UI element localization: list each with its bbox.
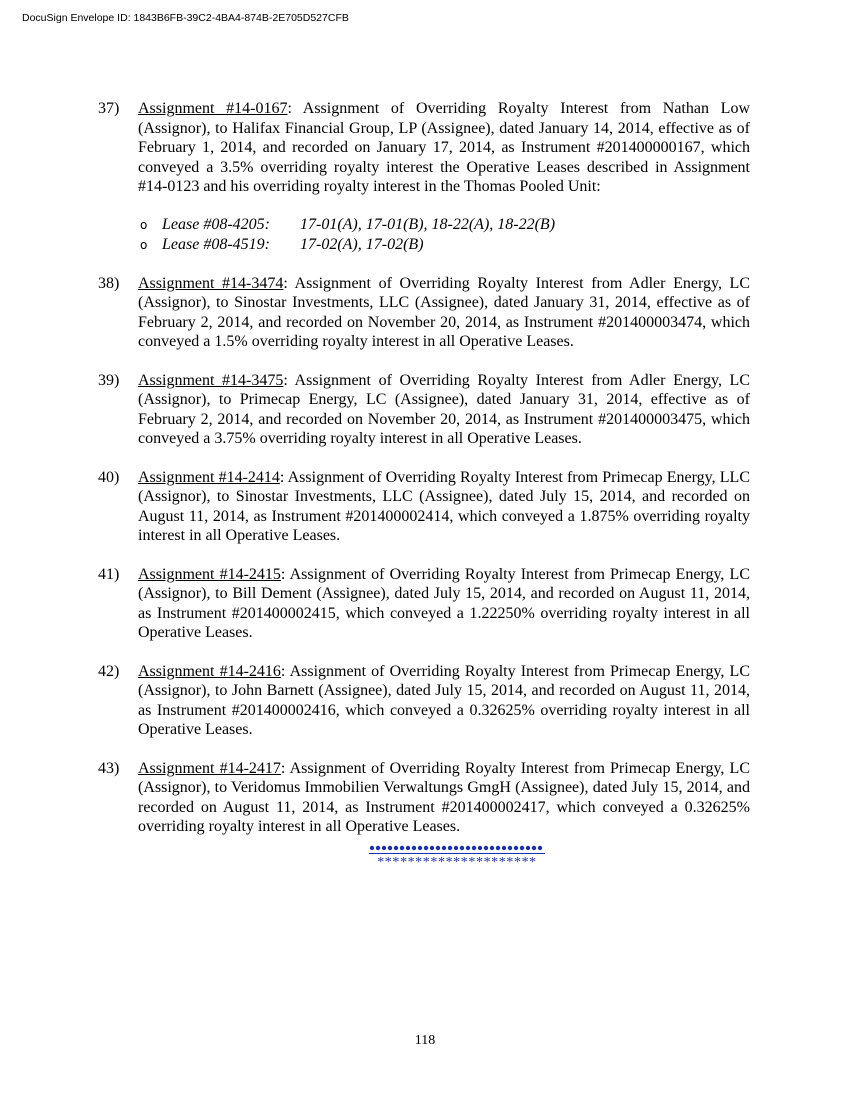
lease-tracts: 17-01(A), 17-01(B), 18-22(A), 18-22(B): [300, 215, 556, 233]
envelope-id: DocuSign Envelope ID: 1843B6FB-39C2-4BA4-874B-2E705D527CFB: [22, 12, 349, 24]
item-body: [138, 371, 750, 449]
item-text: : Assignment of Overriding Royalty Interest from Adler Energy, LC (Assignor), to Primecap Energy, LC (Assignee), dated January 31, 2014, effective as of February 2, 2014, and recorded on November 20, 2014, as Instrument #201400003475, which conveyed a 3.75% overriding royalty interest in all Operative Leases.: [138, 371, 750, 447]
assignment-reference: Assignment #14-2415: [138, 565, 281, 583]
dotted-rule: [369, 844, 545, 852]
dot-mark: [490, 846, 494, 850]
assignment-reference: Assignment #14-0167: [138, 100, 288, 117]
assignment-reference: Assignment #14-3475: [138, 371, 284, 389]
assignment-list: [98, 99, 750, 856]
list-item: [98, 99, 750, 255]
item-body: [138, 274, 750, 352]
item-body: [138, 662, 750, 740]
item-body: [138, 759, 750, 837]
dot-mark: [376, 846, 380, 850]
list-item: [98, 662, 750, 740]
item-number: 43): [98, 759, 120, 777]
dot-mark: [382, 846, 386, 850]
item-text: : Assignment of Overriding Royalty Interest from Adler Energy, LC (Assignor), to Sinostar Investments, LLC (Assignee), dated January 31, 2014, effective as of February 2, 2014, and recorded on November 20, 2014, as Instrument #201400003474, which conveyed a 1.5% overriding royalty interest in all Operative Leases.: [138, 274, 750, 350]
dot-mark: [370, 846, 374, 850]
dot-mark: [388, 846, 392, 850]
item-number: 41): [98, 565, 120, 583]
dot-mark: [394, 846, 398, 850]
item-text: : Assignment of Overriding Royalty Interest from Primecap Energy, LLC (Assignor), to Sinostar Investments, LLC (Assignee), dated July 15, 2014, and recorded on August 11, 2014, as Instrument #201400002414, which conveyed a 1.875% overriding royalty interest in all Operative Leases.: [138, 468, 750, 544]
list-item: [98, 565, 750, 643]
dot-mark: [508, 846, 512, 850]
dot-mark: [442, 846, 446, 850]
dot-mark: [478, 846, 482, 850]
dot-mark: [520, 846, 524, 850]
item-text: : Assignment of Overriding Royalty Interest from Primecap Energy, LC (Assignor), to John Barnett (Assignee), dated July 15, 2014, and recorded on August 11, 2014, as Instrument #201400002416, which conveyed a 0.32625% overriding royalty interest in all Operative Leases.: [138, 662, 750, 738]
dot-mark: [436, 846, 440, 850]
lease-list: [138, 215, 750, 255]
item-body: [138, 468, 750, 546]
item-body: [138, 565, 750, 643]
circle-bullet-icon: o: [140, 237, 148, 252]
assignment-reference: Assignment #14-2417: [138, 759, 281, 777]
lease-item: [138, 235, 750, 255]
dot-mark: [472, 846, 476, 850]
asterisk-row: *********************: [377, 855, 537, 870]
dot-mark: [532, 846, 536, 850]
end-of-section-marker: [369, 844, 545, 870]
list-item: [98, 759, 750, 837]
dot-mark: [484, 846, 488, 850]
item-number: 39): [98, 371, 120, 389]
dot-mark: [466, 846, 470, 850]
item-number: 38): [98, 274, 120, 292]
dot-mark: [424, 846, 428, 850]
dot-mark: [454, 846, 458, 850]
lease-item: [138, 215, 750, 235]
item-text: : Assignment of Overriding Royalty Interest from Primecap Energy, LC (Assignor), to Bill Dement (Assignee), dated July 15, 2014, and recorded on August 11, 2014, as Instrument #201400002415, which conveyed a 1.22250% overriding royalty interest in all Operative Leases.: [138, 565, 750, 641]
item-number: 42): [98, 662, 120, 680]
item-text: : Assignment of Overriding Royalty Interest from Primecap Energy, LC (Assignor), to Veridomus Immobilien Verwaltungs GmgH (Assignee), dated July 15, 2014, and recorded on August 11, 2014, as Instrument #201400002417, which conveyed a 0.32625% overriding royalty interest in all Operative Leases.: [138, 759, 750, 835]
assignment-reference: Assignment #14-3474: [138, 274, 284, 292]
list-item: [98, 274, 750, 352]
dot-mark: [418, 846, 422, 850]
dot-mark: [412, 846, 416, 850]
lease-number: Lease #08-4205:: [162, 215, 270, 233]
assignment-reference: Assignment #14-2416: [138, 662, 281, 680]
dot-mark: [502, 846, 506, 850]
dot-mark: [526, 846, 530, 850]
dot-row-icon: [369, 844, 545, 852]
dot-mark: [448, 846, 452, 850]
divider: [369, 853, 545, 854]
dot-mark: [460, 846, 464, 850]
list-item: [98, 371, 750, 449]
assignment-reference: Assignment #14-2414: [138, 468, 280, 486]
item-body: [138, 99, 750, 197]
lease-tracts: 17-02(A), 17-02(B): [300, 235, 424, 253]
dot-mark: [400, 846, 404, 850]
page-number: 118: [414, 1033, 436, 1048]
item-number: 37): [98, 100, 120, 117]
item-number: 40): [98, 468, 120, 486]
lease-number: Lease #08-4519:: [162, 235, 270, 253]
dot-mark: [496, 846, 500, 850]
dot-mark: [430, 846, 434, 850]
circle-bullet-icon: o: [140, 217, 148, 232]
list-item: [98, 468, 750, 546]
dot-mark: [514, 846, 518, 850]
item-text: : Assignment of Overriding Royalty Interest from Nathan Low (Assignor), to Halifax Financial Group, LP (Assignee), dated January 14, 2014, effective as of February 1, 2014, and recorded on January 17, 2014, as Instrument #201400000167, which conveyed a 3.5% overriding royalty interest the Operative Leases described in Assignment #14-0123 and his overriding royalty interest in the Thomas Pooled Unit:: [138, 100, 751, 195]
dot-mark: [406, 846, 410, 850]
dot-mark: [538, 846, 542, 850]
